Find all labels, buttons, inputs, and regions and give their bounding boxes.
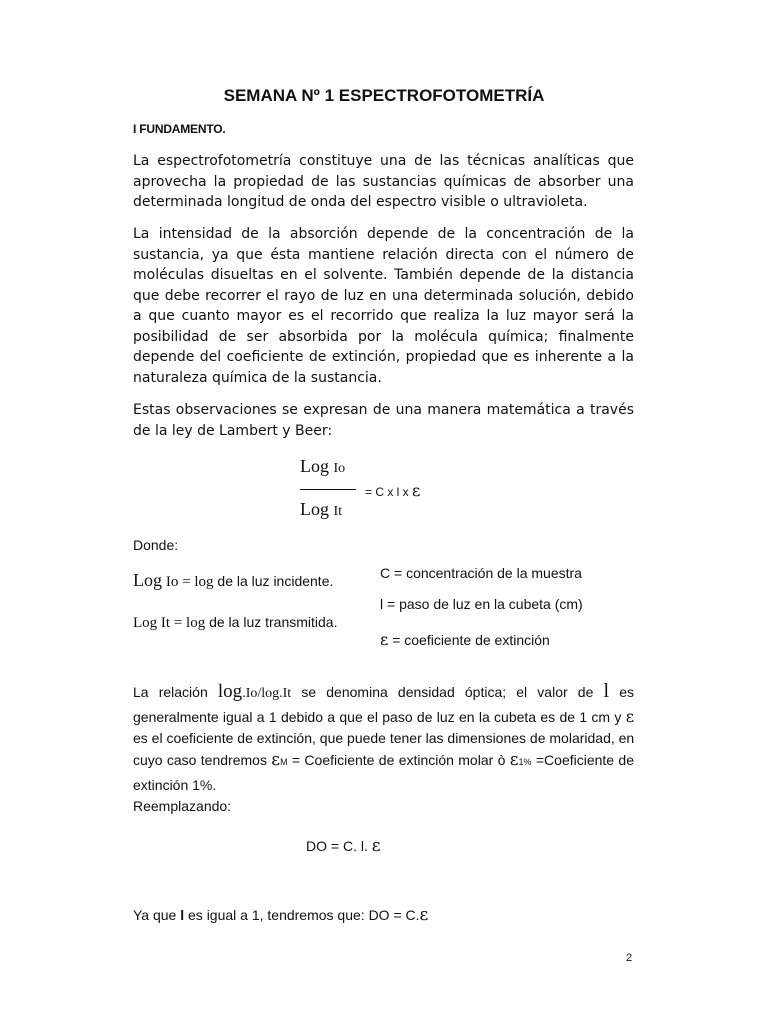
epsilon-m: εM <box>271 750 288 770</box>
text-run: generalmente igual a 1 debido a que el paso de luz en la cubeta es de 1 cm y <box>133 709 622 725</box>
formula-log: Log <box>300 456 329 476</box>
l-symbol: l <box>180 907 185 923</box>
paragraph-line <box>133 748 634 775</box>
text-run: =Coeficiente de <box>535 752 634 768</box>
epsilon-symbol: ε <box>371 836 381 856</box>
epsilon-1pct: ε1% <box>509 750 532 770</box>
epsilon-symbol: ε <box>380 630 389 649</box>
text-run: cuyo caso tendremos <box>133 752 267 768</box>
l-symbol: l <box>603 680 610 702</box>
formula-log: Log <box>300 499 329 519</box>
paragraph-line: La intensidad de la absorción depende de la concentración de la <box>133 226 634 242</box>
text-run: log.Io/log.It <box>217 681 292 702</box>
formula-numerator <box>300 456 345 477</box>
donde-label: Donde: <box>133 537 179 553</box>
def-epsilon <box>380 630 550 649</box>
formula-it: It <box>333 504 343 519</box>
paragraph-line: sustancia, ya que ésta mantiene relación directa con el número de <box>133 246 634 263</box>
do-equation-text: DO = C. l. <box>306 838 368 854</box>
paragraph-line: La espectrofotometría constituye una de las técnicas analíticas que <box>133 153 634 169</box>
text-run: La relación <box>133 684 208 700</box>
epsilon-symbol: ε <box>625 707 635 726</box>
paragraph-line: aprovecha la propiedad de las sustancias químicas de absorber una <box>133 173 634 190</box>
section-heading: I FUNDAMENTO. <box>133 122 226 136</box>
def-it-text: de la luz transmitida. <box>209 614 338 630</box>
text-run: Ya que <box>133 907 177 923</box>
paragraph-line: naturaleza química de la sustancia. <box>133 369 382 386</box>
page-number: 2 <box>626 952 633 964</box>
reemplazando-label: Reemplazando: <box>133 798 232 814</box>
formula-rhs <box>365 481 420 500</box>
final-statement <box>133 905 428 925</box>
def-it <box>133 614 338 632</box>
paragraph-line <box>133 678 634 707</box>
def-io <box>133 570 333 591</box>
do-equation <box>306 836 381 856</box>
text-run: = Coeficiente de extinción molar ò <box>291 752 506 768</box>
text-run: es igual a 1, tendremos que: DO = C. <box>188 907 420 923</box>
paragraph-line: determinada longitud de onda del espectro visible o ultravioleta. <box>133 194 588 210</box>
epsilon-symbol: ε <box>412 481 421 500</box>
paragraph-line: posibilidad de ser absorbida por la molécula química; finalmente <box>133 328 634 345</box>
paragraph-line: extinción 1%. <box>133 777 217 793</box>
def-io-symbol: Io = log <box>165 574 214 590</box>
paragraph-line <box>133 707 634 728</box>
def-concentration: C = concentración de la muestra <box>380 565 582 581</box>
def-io-text: de la luz incidente. <box>217 573 334 589</box>
def-epsilon-text: = coeficiente de extinción <box>392 632 550 648</box>
paragraph-line: moléculas disueltas en el solvente. También depende de la distancia <box>133 267 634 283</box>
page-title: SEMANA Nº 1 ESPECTROFOTOMETRÍA <box>223 86 545 105</box>
def-io-log: Log <box>133 570 162 590</box>
paragraph-line: es el coeficiente de extinción, que puede tener las dimensiones de molaridad, en <box>133 729 635 746</box>
text-run: se denomina densidad óptica; el valor de <box>301 684 594 700</box>
paragraph-intro <box>133 151 634 213</box>
paragraph-observations <box>133 400 634 441</box>
paragraph-line: Estas observaciones se expresan de una manera matemática a través <box>133 402 634 418</box>
def-it-symbol: Log It = log <box>133 615 206 631</box>
formula-io: Io <box>333 461 346 476</box>
formula-rhs-text: = C x l x <box>365 485 409 499</box>
paragraph-line: depende del coeficiente de extinción, propiedad que es inherente a la <box>133 349 634 365</box>
fraction-bar <box>300 489 356 490</box>
paragraph-line: de la ley de Lambert y Beer: <box>133 422 333 439</box>
def-path-length: l = paso de luz en la cubeta (cm) <box>380 596 583 612</box>
paragraph-line: que debe recorrer el rayo de luz en una determinada solución, debido <box>133 287 634 304</box>
paragraph-relation <box>133 678 634 796</box>
formula-denominator <box>300 499 342 520</box>
paragraph-intensity <box>133 224 634 388</box>
paragraph-line: a que cuanto mayor es el recorrido que realiza la luz mayor será la <box>133 308 634 324</box>
epsilon-symbol: ε <box>419 905 429 925</box>
text-run: es <box>619 684 635 700</box>
